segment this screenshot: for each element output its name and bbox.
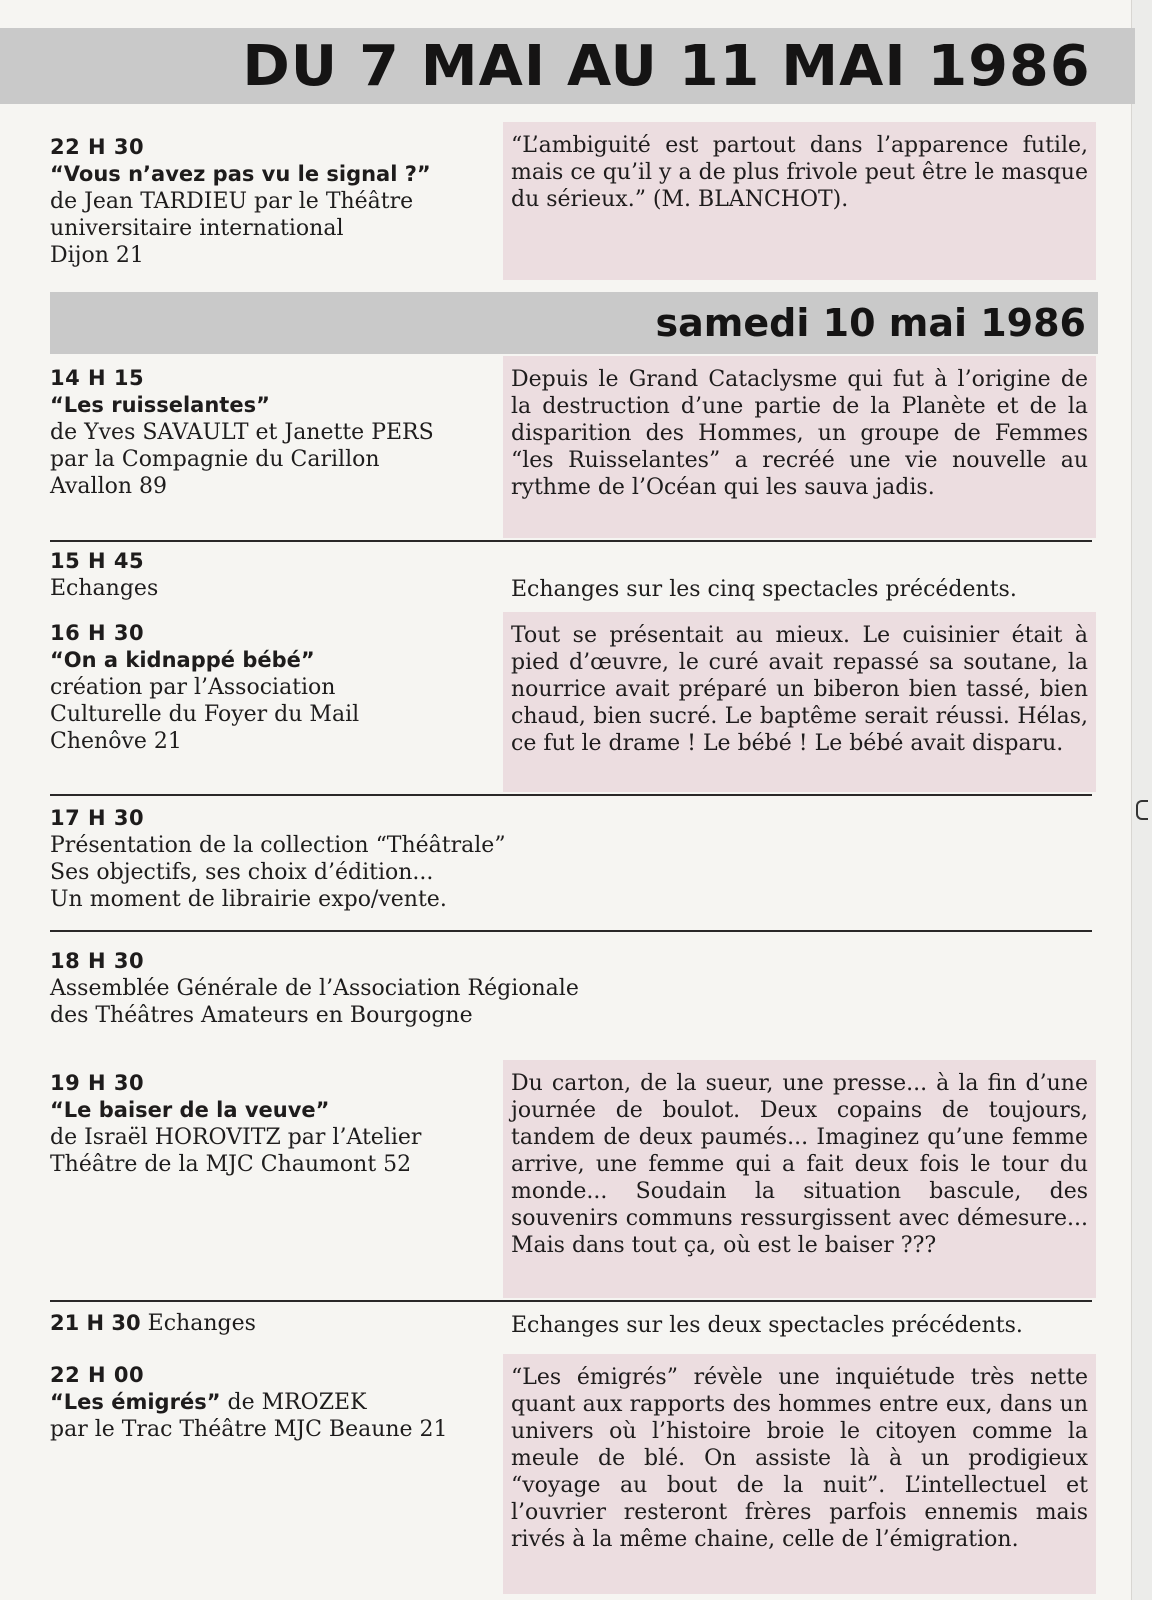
event-time: 22 H 00 [50, 1363, 145, 1387]
event-description: Depuis le Grand Cataclysme qui fut à l’origine de la destruction d’une partie de la Planète et de la disparition des Hommes, un groupe de Femmes “les Ruisselantes” a recréé une vie nouvelle au rythme de l’Océan qui les sauva jadis. [503, 356, 1096, 538]
divider [50, 794, 1092, 796]
event-info [50, 1362, 495, 1443]
event-detail: création par l’Association [50, 675, 336, 700]
day-banner [50, 292, 1098, 354]
event-description: Echanges sur les deux spectacles précédents. [511, 1313, 1023, 1338]
event-time: 15 H 45 [50, 549, 145, 573]
event-time: 17 H 30 [50, 806, 145, 830]
event-detail: Echanges [50, 576, 159, 601]
event-detail: Chenôve 21 [50, 729, 182, 754]
edge-mark [1136, 800, 1148, 820]
event-title: “On a kidnappé bébé” [50, 648, 315, 672]
event-detail: par la Compagnie du Carillon [50, 447, 380, 472]
divider [50, 540, 1092, 542]
event-info [50, 1310, 495, 1337]
page-edge [1131, 0, 1152, 1600]
event-detail: de Israël HOROVITZ par l’Atelier [50, 1125, 422, 1150]
event-detail: de Jean TARDIEU par le Théâtre [50, 189, 414, 214]
event-detail: Présentation de la collection “Théâtrale” [50, 833, 506, 858]
event-description: Du carton, de la sueur, une presse... à la fin d’une journée de boulot. Deux copains de toujours, tandem de deux paumés... Imaginez qu’une femme arrive, une femme qui a fait deux fois le tour du monde... Soudain la situation bascule, des souvenirs communs ressurgissent avec démesure... Mais dans tout ça, où est le baiser ??? [503, 1060, 1096, 1298]
divider [50, 1300, 1092, 1302]
event-detail: Ses objectifs, ses choix d’édition... [50, 860, 434, 885]
event-info [50, 805, 750, 913]
event-info [50, 948, 750, 1029]
event-title-suffix: de MROZEK [227, 1390, 367, 1415]
event-info [50, 620, 495, 755]
event-detail: par le Trac Théâtre MJC Beaune 21 [50, 1417, 448, 1442]
event-title: “Les émigrés” [50, 1390, 221, 1414]
event-detail: Culturelle du Foyer du Mail [50, 702, 360, 727]
event-description: Echanges sur les cinq spectacles précédents. [511, 577, 1017, 602]
event-detail: Dijon 21 [50, 243, 144, 268]
event-description: “L’ambiguité est partout dans l’apparence futile, mais ce qu’il y a de plus frivole peut être le masque du sérieux.” (M. BLANCHOT). [503, 122, 1096, 280]
header-banner [0, 28, 1135, 104]
event-label: Echanges [147, 1311, 256, 1336]
event-info [50, 548, 495, 602]
event-description: Tout se présentait au mieux. Le cuisinier était à pied d’œuvre, le curé avait repassé sa soutane, la nourrice avait préparé un biberon bien tassé, bien chaud, bien sucré. Le baptême serait réussi. Hélas, ce fut le drame ! Le bébé ! Le bébé avait disparu. [503, 612, 1096, 792]
day-title: samedi 10 mai 1986 [655, 301, 1086, 345]
event-time: 21 H 30 [50, 1311, 141, 1335]
event-detail: Assemblée Générale de l’Association Régionale [50, 976, 579, 1001]
event-detail: Théâtre de la MJC Chaumont 52 [50, 1152, 412, 1177]
event-time: 18 H 30 [50, 949, 145, 973]
event-info [50, 365, 495, 500]
event-detail: Un moment de librairie expo/vente. [50, 887, 447, 912]
event-detail: des Théâtres Amateurs en Bourgogne [50, 1003, 473, 1028]
event-detail: universitaire international [50, 216, 344, 241]
event-description: “Les émigrés” révèle une inquiétude très nette quant aux rapports des hommes entre eux, dans un univers où l’histoire broie le citoyen comme la meule de blé. On assiste là à un prodigieux “voyage au bout de la nuit”. L’intellectuel et l’ouvrier resteront frères parfois ennemis mais rivés à la même chaine, celle de l’émigration. [503, 1354, 1096, 1594]
event-time: 22 H 30 [50, 135, 145, 159]
event-info [50, 1070, 495, 1178]
page-title: DU 7 MAI AU 11 MAI 1986 [242, 34, 1091, 99]
event-detail: Avallon 89 [50, 474, 168, 499]
event-title: “Les ruisselantes” [50, 393, 270, 417]
divider [50, 930, 1092, 932]
event-title: “Le baiser de la veuve” [50, 1098, 330, 1122]
event-title: “Vous n’avez pas vu le signal ?” [50, 162, 431, 186]
event-time: 16 H 30 [50, 621, 145, 645]
event-time: 19 H 30 [50, 1071, 145, 1095]
event-detail: de Yves SAVAULT et Janette PERS [50, 420, 434, 445]
event-info [50, 134, 495, 269]
event-time: 14 H 15 [50, 366, 145, 390]
